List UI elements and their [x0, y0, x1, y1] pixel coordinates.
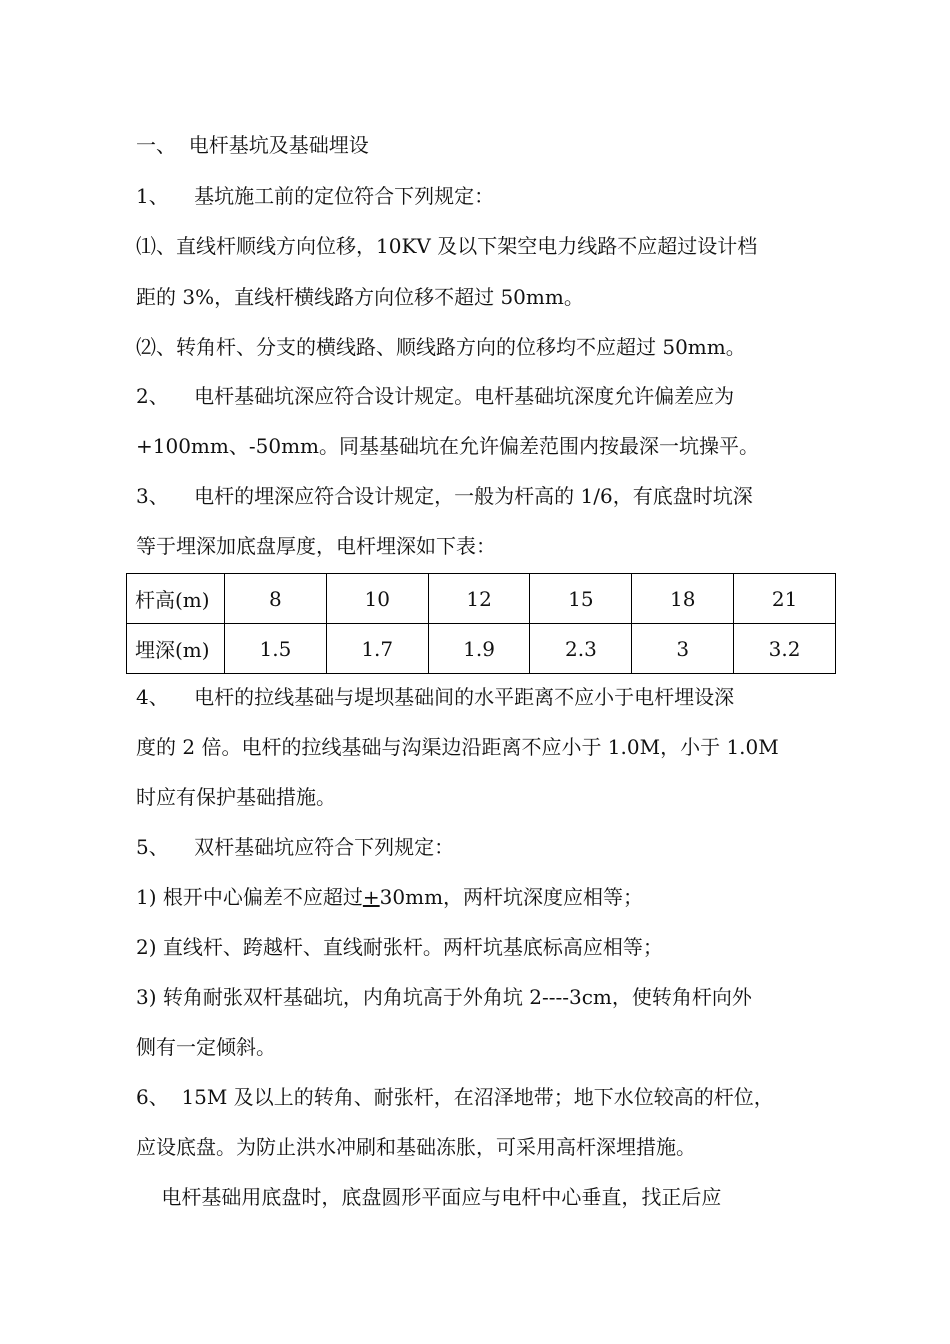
table-cell: 21 — [734, 574, 836, 624]
item-6-line-1: 6、 15M 及以上的转角、耐张杆，在沼泽地带；地下水位较高的杆位， — [136, 1085, 774, 1109]
table-cell: 2.3 — [530, 624, 632, 674]
table-row-depth — [127, 624, 836, 674]
table-cell: 10 — [326, 574, 428, 624]
table-cell: 1.9 — [428, 624, 530, 674]
table-cell: 8 — [225, 574, 327, 624]
table-cell: 3 — [632, 624, 734, 674]
item-5a-text — [136, 883, 643, 911]
item-5b-text: 2) 直线杆、跨越杆、直线耐张杆。两杆坑基底标高应相等； — [136, 935, 663, 959]
table-cell: 1.7 — [326, 624, 428, 674]
item-2-line-1: 2、 电杆基础坑深应符合设计规定。电杆基础坑深度允许偏差应为 — [136, 384, 735, 408]
table-cell: 15 — [530, 574, 632, 624]
table-row-height — [127, 574, 836, 624]
item-3-line-2: 等于埋深加底盘厚度，电杆埋深如下表： — [136, 534, 496, 558]
plus-sign: + — [362, 885, 380, 909]
table-row-label: 杆高(m) — [127, 574, 225, 624]
table-cell: 12 — [428, 574, 530, 624]
item-4-line-3: 时应有保护基础措施。 — [136, 785, 336, 809]
item-1a-line-1: ⑴、直线杆顺线方向位移，10KV 及以下架空电力线路不应超过设计档 — [136, 234, 758, 258]
section-heading: 一、 电杆基坑及基础埋设 — [136, 133, 369, 157]
item-4-line-2: 度的 2 倍。电杆的拉线基础与沟渠边沿距离不应小于 1.0M，小于 1.0M — [136, 735, 779, 759]
table-cell: 1.5 — [225, 624, 327, 674]
table-row-label: 埋深(m) — [127, 624, 225, 674]
item-1b-text: ⑵、转角杆、分支的横线路、顺线路方向的位移均不应超过 50mm。 — [136, 335, 746, 359]
item-6-line-2: 应设底盘。为防止洪水冲刷和基础冻胀，可采用高杆深埋措施。 — [136, 1135, 696, 1159]
item-5a-suffix: 30mm，两杆坑深度应相等； — [379, 885, 644, 909]
pole-depth-table — [126, 573, 836, 674]
item-2-line-2: +100mm、-50mm。同基基础坑在允许偏差范围内按最深一坑操平。 — [136, 434, 759, 458]
item-3-line-1: 3、 电杆的埋深应符合设计规定，一般为杆高的 1/6，有底盘时坑深 — [136, 484, 753, 508]
item-4-line-1: 4、 电杆的拉线基础与堤坝基础间的水平距离不应小于电杆埋设深 — [136, 685, 735, 709]
item-5-text: 5、 双杆基础坑应符合下列规定： — [136, 835, 455, 859]
item-5a-prefix: 1) 根开中心偏差不应超过 — [136, 885, 363, 909]
table-cell: 18 — [632, 574, 734, 624]
item-1a-line-2: 距的 3%，直线杆横线路方向位移不超过 50mm。 — [136, 285, 584, 309]
item-1-text: 1、 基坑施工前的定位符合下列规定： — [136, 184, 495, 208]
table-cell: 3.2 — [734, 624, 836, 674]
item-5c-line-1: 3) 转角耐张双杆基础坑，内角坑高于外角坑 2----3cm，使转角杆向外 — [136, 985, 752, 1009]
item-5c-line-2: 侧有一定倾斜。 — [136, 1035, 276, 1059]
paragraph-last-line: 电杆基础用底盘时，底盘圆形平面应与电杆中心垂直，找正后应 — [136, 1185, 722, 1209]
